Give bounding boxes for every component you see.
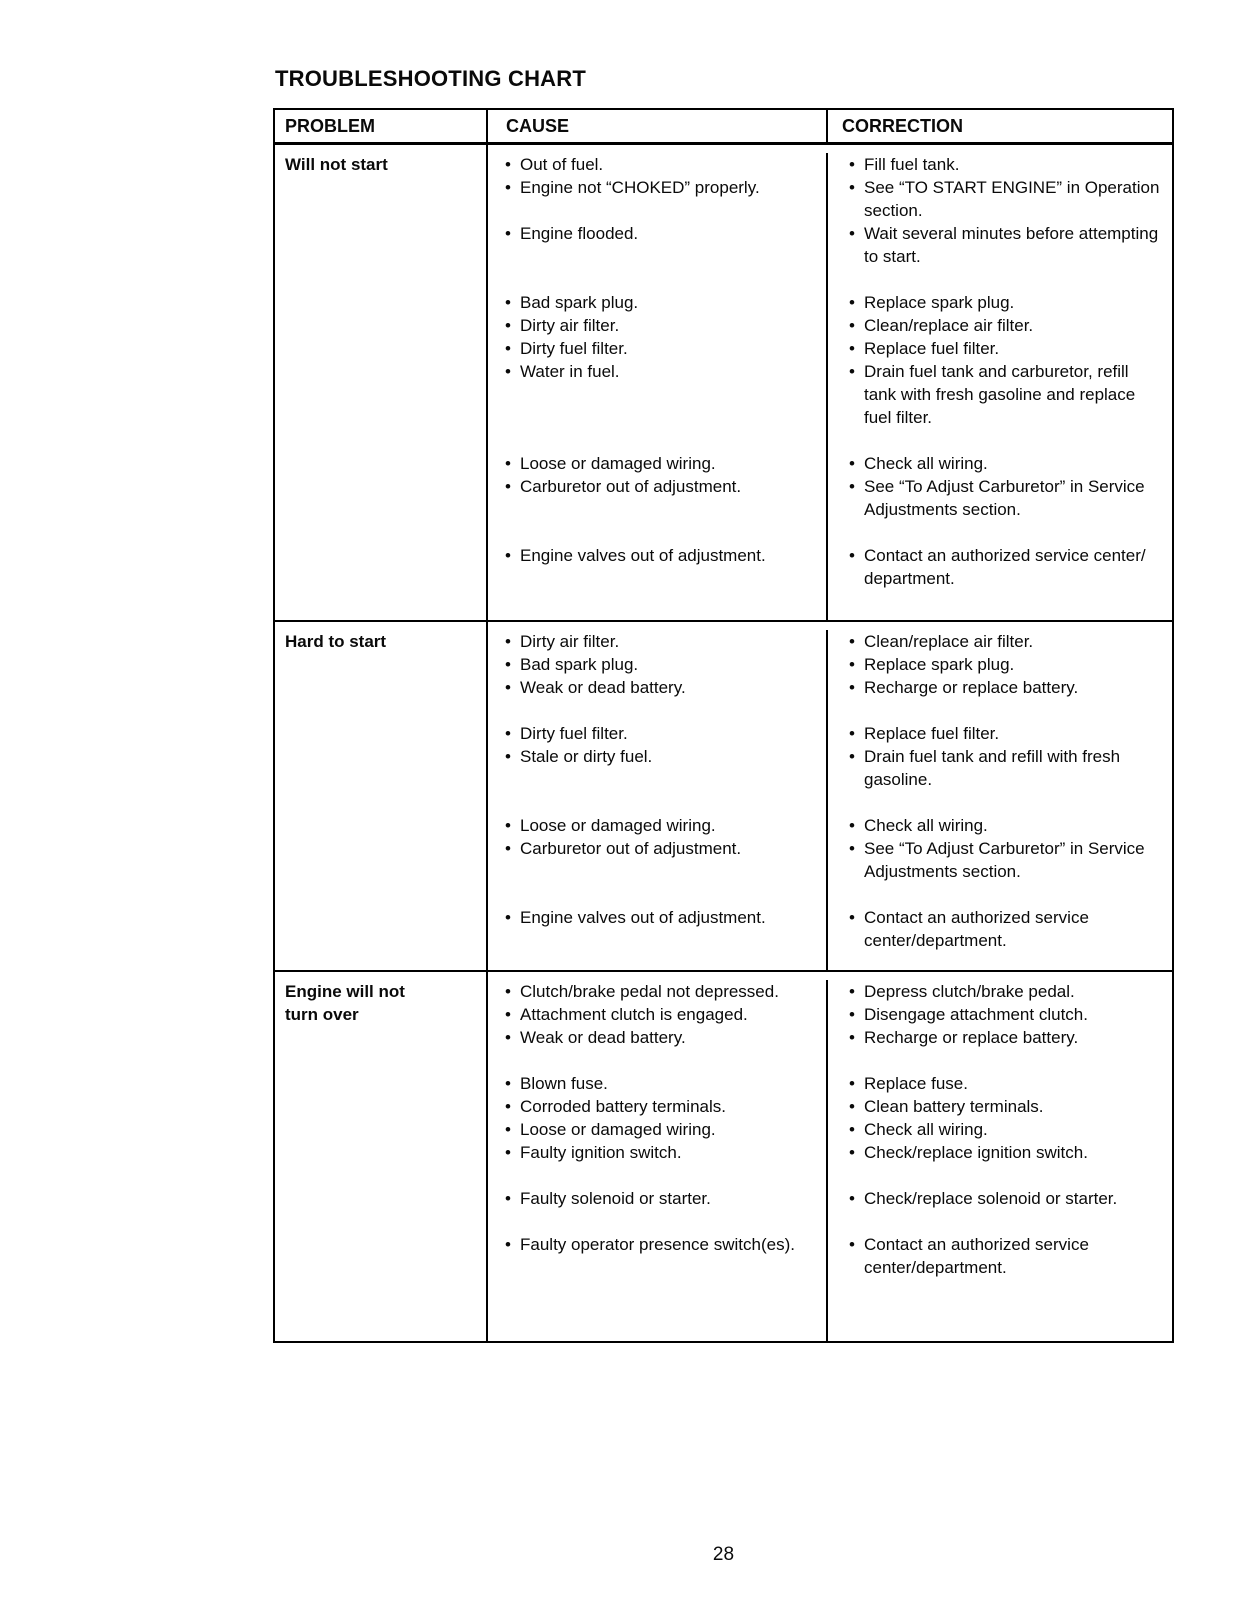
cause-cell — [488, 1049, 828, 1095]
cause-cell-text: Faulty solenoid or starter. — [520, 1189, 711, 1208]
correction-cell — [828, 883, 1172, 952]
bullet-icon — [840, 1003, 864, 1026]
cause-correction-row — [488, 360, 1172, 429]
bullet-icon — [496, 1003, 520, 1026]
cause-correction-row — [488, 837, 1172, 883]
bullet-icon — [840, 475, 864, 521]
cause-correction-row — [488, 337, 1172, 360]
cause-correction-row — [488, 268, 1172, 314]
cause-correction-row — [488, 1164, 1172, 1210]
cause-cell-text: Attachment clutch is engaged. — [520, 1005, 748, 1024]
bullet-icon — [496, 1026, 520, 1049]
correction-cell — [828, 268, 1172, 314]
cause-correction-row — [488, 153, 1172, 176]
correction-cell — [828, 475, 1172, 521]
cause-correction-row — [488, 745, 1172, 791]
bullet-icon — [840, 153, 864, 176]
correction-cell-text: See “To Adjust Carburetor” in Service Adjustments section. — [864, 839, 1145, 881]
correction-cell — [828, 153, 1172, 176]
cause-cell-text: Bad spark plug. — [520, 293, 639, 312]
bullet-icon — [840, 1095, 864, 1118]
correction-cell-text: Clean/replace air filter. — [864, 632, 1034, 651]
bullet-icon — [496, 1072, 520, 1095]
correction-cell-text: Fill fuel tank. — [864, 155, 960, 174]
cause-cell — [488, 314, 828, 337]
bullet-icon — [840, 452, 864, 475]
cause-correction-row — [488, 699, 1172, 745]
cause-cell-text: Loose or damaged wiring. — [520, 1120, 716, 1139]
cause-correction-list — [488, 145, 1172, 620]
bullet-icon — [840, 814, 864, 837]
bullet-icon — [496, 1118, 520, 1141]
correction-cell-text: Depress clutch/brake pedal. — [864, 982, 1075, 1001]
correction-cell-text: Replace fuel filter. — [864, 339, 1000, 358]
cause-correction-row — [488, 1210, 1172, 1279]
cause-cell — [488, 360, 828, 429]
cause-cell — [488, 653, 828, 676]
correction-cell-text: Check all wiring. — [864, 816, 988, 835]
bullet-icon — [496, 653, 520, 676]
bullet-icon — [840, 222, 864, 268]
bullet-icon — [496, 1187, 520, 1210]
problem-cell — [275, 145, 488, 620]
bullet-icon — [840, 360, 864, 429]
cause-cell-text: Bad spark plug. — [520, 655, 639, 674]
correction-cell-text: See “To Adjust Carburetor” in Service Adjustments section. — [864, 477, 1145, 519]
bullet-icon — [496, 360, 520, 429]
cause-correction-row — [488, 222, 1172, 268]
correction-cell-text: Check/replace ignition switch. — [864, 1143, 1088, 1162]
correction-cell — [828, 791, 1172, 837]
cause-cell — [488, 337, 828, 360]
filler-correction — [828, 590, 1172, 620]
correction-cell-text: Replace fuse. — [864, 1074, 968, 1093]
cause-cell — [488, 1210, 828, 1279]
bullet-icon — [840, 1141, 864, 1164]
correction-cell-text: Disengage attachment clutch. — [864, 1005, 1088, 1024]
cause-correction-row — [488, 1095, 1172, 1118]
bullet-icon — [496, 814, 520, 837]
section-filler — [488, 1279, 1172, 1341]
correction-cell — [828, 676, 1172, 699]
correction-cell-text: See “TO START ENGINE” in Operation section. — [864, 178, 1160, 220]
bullet-icon — [840, 337, 864, 360]
correction-cell — [828, 429, 1172, 475]
cause-correction-list — [488, 622, 1172, 970]
correction-cell — [828, 360, 1172, 429]
section-filler — [488, 952, 1172, 970]
table-section — [275, 620, 1172, 970]
correction-cell — [828, 1003, 1172, 1026]
cause-cell — [488, 429, 828, 475]
cause-cell-text: Faulty operator presence switch(es). — [520, 1235, 795, 1254]
filler-correction — [828, 1279, 1172, 1341]
table-section — [275, 970, 1172, 1341]
bullet-icon — [496, 906, 520, 952]
correction-cell-text: Wait several minutes before attempting to start. — [864, 224, 1159, 266]
bullet-icon — [840, 630, 864, 653]
problem-label: Hard to start — [285, 632, 387, 651]
cause-cell-text: Carburetor out of adjustment. — [520, 839, 742, 858]
cause-correction-row — [488, 314, 1172, 337]
cause-correction-row — [488, 653, 1172, 676]
bullet-icon — [496, 176, 520, 222]
cause-cell — [488, 837, 828, 883]
cause-correction-row — [488, 980, 1172, 1003]
cause-correction-row — [488, 475, 1172, 521]
bullet-icon — [496, 337, 520, 360]
cause-correction-row — [488, 1026, 1172, 1049]
cause-correction-row — [488, 1049, 1172, 1095]
correction-cell — [828, 1095, 1172, 1118]
cause-cell-text: Corroded battery terminals. — [520, 1097, 726, 1116]
troubleshooting-table — [273, 108, 1174, 1343]
correction-cell — [828, 337, 1172, 360]
cause-cell — [488, 176, 828, 222]
bullet-icon — [840, 1118, 864, 1141]
correction-cell-text: Recharge or replace battery. — [864, 1028, 1079, 1047]
cause-cell — [488, 475, 828, 521]
page-number: 28 — [712, 1544, 735, 1565]
header-problem: PROBLEM — [275, 110, 488, 142]
cause-cell — [488, 1164, 828, 1210]
correction-cell — [828, 653, 1172, 676]
bullet-icon — [840, 1072, 864, 1095]
correction-cell — [828, 980, 1172, 1003]
cause-correction-row — [488, 1118, 1172, 1141]
bullet-icon — [840, 837, 864, 883]
filler-cause — [488, 590, 828, 620]
cause-cell-text: Dirty air filter. — [520, 316, 620, 335]
cause-correction-list — [488, 972, 1172, 1341]
correction-cell-text: Replace spark plug. — [864, 293, 1015, 312]
bullet-icon — [496, 452, 520, 475]
cause-cell-text: Engine not “CHOKED” properly. — [520, 178, 760, 197]
correction-cell — [828, 699, 1172, 745]
cause-correction-row — [488, 883, 1172, 952]
cause-cell-text: Stale or dirty fuel. — [520, 747, 653, 766]
cause-cell — [488, 222, 828, 268]
problem-cell — [275, 972, 488, 1341]
bullet-icon — [496, 980, 520, 1003]
correction-cell — [828, 745, 1172, 791]
bullet-icon — [496, 630, 520, 653]
bullet-icon — [840, 676, 864, 699]
cause-correction-row — [488, 429, 1172, 475]
correction-cell — [828, 837, 1172, 883]
bullet-icon — [840, 653, 864, 676]
cause-correction-row — [488, 630, 1172, 653]
correction-cell-text: Contact an authorized service center/ department. — [864, 546, 1146, 588]
cause-cell-text: Faulty ignition switch. — [520, 1143, 682, 1162]
cause-cell-text: Out of fuel. — [520, 155, 604, 174]
filler-cause — [488, 952, 828, 970]
cause-correction-row — [488, 1141, 1172, 1164]
bullet-icon — [840, 176, 864, 222]
correction-cell-text: Contact an authorized service center/department. — [864, 1235, 1089, 1277]
correction-cell — [828, 630, 1172, 653]
bullet-icon — [840, 544, 864, 590]
bullet-icon — [840, 906, 864, 952]
bullet-icon — [496, 291, 520, 314]
correction-cell — [828, 1210, 1172, 1279]
bullet-icon — [496, 153, 520, 176]
cause-cell-text: Weak or dead battery. — [520, 678, 686, 697]
cause-cell — [488, 1141, 828, 1164]
correction-cell-text: Recharge or replace battery. — [864, 678, 1079, 697]
cause-cell-text: Dirty fuel filter. — [520, 339, 628, 358]
bullet-icon — [496, 745, 520, 791]
correction-cell-text: Replace spark plug. — [864, 655, 1015, 674]
bullet-icon — [496, 544, 520, 590]
filler-cause — [488, 1279, 828, 1341]
cause-cell-text: Clutch/brake pedal not depressed. — [520, 982, 779, 1001]
correction-cell-text: Check all wiring. — [864, 454, 988, 473]
problem-cell — [275, 622, 488, 970]
cause-cell — [488, 676, 828, 699]
bullet-icon — [496, 1233, 520, 1279]
bullet-icon — [840, 1233, 864, 1279]
bullet-icon — [840, 722, 864, 745]
correction-cell — [828, 1026, 1172, 1049]
cause-cell — [488, 153, 828, 176]
bullet-icon — [840, 1187, 864, 1210]
cause-cell — [488, 1003, 828, 1026]
problem-label: Will not start — [285, 155, 388, 174]
correction-cell — [828, 176, 1172, 222]
correction-cell-text: Check/replace solenoid or starter. — [864, 1189, 1118, 1208]
cause-cell-text: Water in fuel. — [520, 362, 620, 381]
cause-cell-text: Engine valves out of adjustment. — [520, 908, 766, 927]
bullet-icon — [496, 722, 520, 745]
correction-cell-text: Clean/replace air filter. — [864, 316, 1034, 335]
header-cause: CAUSE — [488, 110, 828, 142]
cause-cell — [488, 1118, 828, 1141]
correction-cell-text: Replace fuel filter. — [864, 724, 1000, 743]
correction-cell — [828, 314, 1172, 337]
correction-cell-text: Contact an authorized service center/department. — [864, 908, 1089, 950]
cause-cell — [488, 1026, 828, 1049]
bullet-icon — [496, 837, 520, 883]
correction-cell — [828, 521, 1172, 590]
correction-cell — [828, 222, 1172, 268]
correction-cell — [828, 1118, 1172, 1141]
cause-cell — [488, 521, 828, 590]
cause-cell-text: Dirty air filter. — [520, 632, 620, 651]
bullet-icon — [840, 314, 864, 337]
page-title: TROUBLESHOOTING CHART — [275, 66, 586, 91]
cause-cell-text: Loose or damaged wiring. — [520, 816, 716, 835]
cause-cell-text: Weak or dead battery. — [520, 1028, 686, 1047]
correction-cell-text: Drain fuel tank and refill with fresh gasoline. — [864, 747, 1121, 789]
correction-cell-text: Check all wiring. — [864, 1120, 988, 1139]
cause-correction-row — [488, 1003, 1172, 1026]
bullet-icon — [496, 1095, 520, 1118]
cause-cell — [488, 980, 828, 1003]
bullet-icon — [840, 745, 864, 791]
bullet-icon — [840, 1026, 864, 1049]
bullet-icon — [496, 676, 520, 699]
cause-correction-row — [488, 176, 1172, 222]
correction-cell — [828, 1049, 1172, 1095]
cause-cell-text: Engine valves out of adjustment. — [520, 546, 766, 565]
cause-cell — [488, 883, 828, 952]
cause-cell-text: Carburetor out of adjustment. — [520, 477, 742, 496]
cause-cell — [488, 745, 828, 791]
cause-cell — [488, 630, 828, 653]
filler-correction — [828, 952, 1172, 970]
problem-label: Engine will not turn over — [285, 982, 405, 1024]
bullet-icon — [840, 980, 864, 1003]
cause-cell — [488, 791, 828, 837]
correction-cell-text: Clean battery terminals. — [864, 1097, 1044, 1116]
bullet-icon — [840, 291, 864, 314]
table-body — [275, 145, 1172, 1341]
cause-correction-row — [488, 521, 1172, 590]
cause-cell-text: Engine flooded. — [520, 224, 639, 243]
section-filler — [488, 590, 1172, 620]
bullet-icon — [496, 314, 520, 337]
correction-cell-text: Drain fuel tank and carburetor, refill tank with fresh gasoline and replace fuel filter. — [864, 362, 1136, 427]
bullet-icon — [496, 475, 520, 521]
cause-cell — [488, 699, 828, 745]
bullet-icon — [496, 1141, 520, 1164]
cause-cell — [488, 268, 828, 314]
cause-cell-text: Dirty fuel filter. — [520, 724, 628, 743]
cause-correction-row — [488, 791, 1172, 837]
table-header-row — [275, 110, 1172, 145]
cause-cell-text: Loose or damaged wiring. — [520, 454, 716, 473]
correction-cell — [828, 1141, 1172, 1164]
cause-cell-text: Blown fuse. — [520, 1074, 608, 1093]
table-section — [275, 145, 1172, 620]
bullet-icon — [496, 222, 520, 268]
header-correction: CORRECTION — [842, 116, 963, 136]
cause-correction-row — [488, 676, 1172, 699]
correction-cell — [828, 1164, 1172, 1210]
cause-cell — [488, 1095, 828, 1118]
